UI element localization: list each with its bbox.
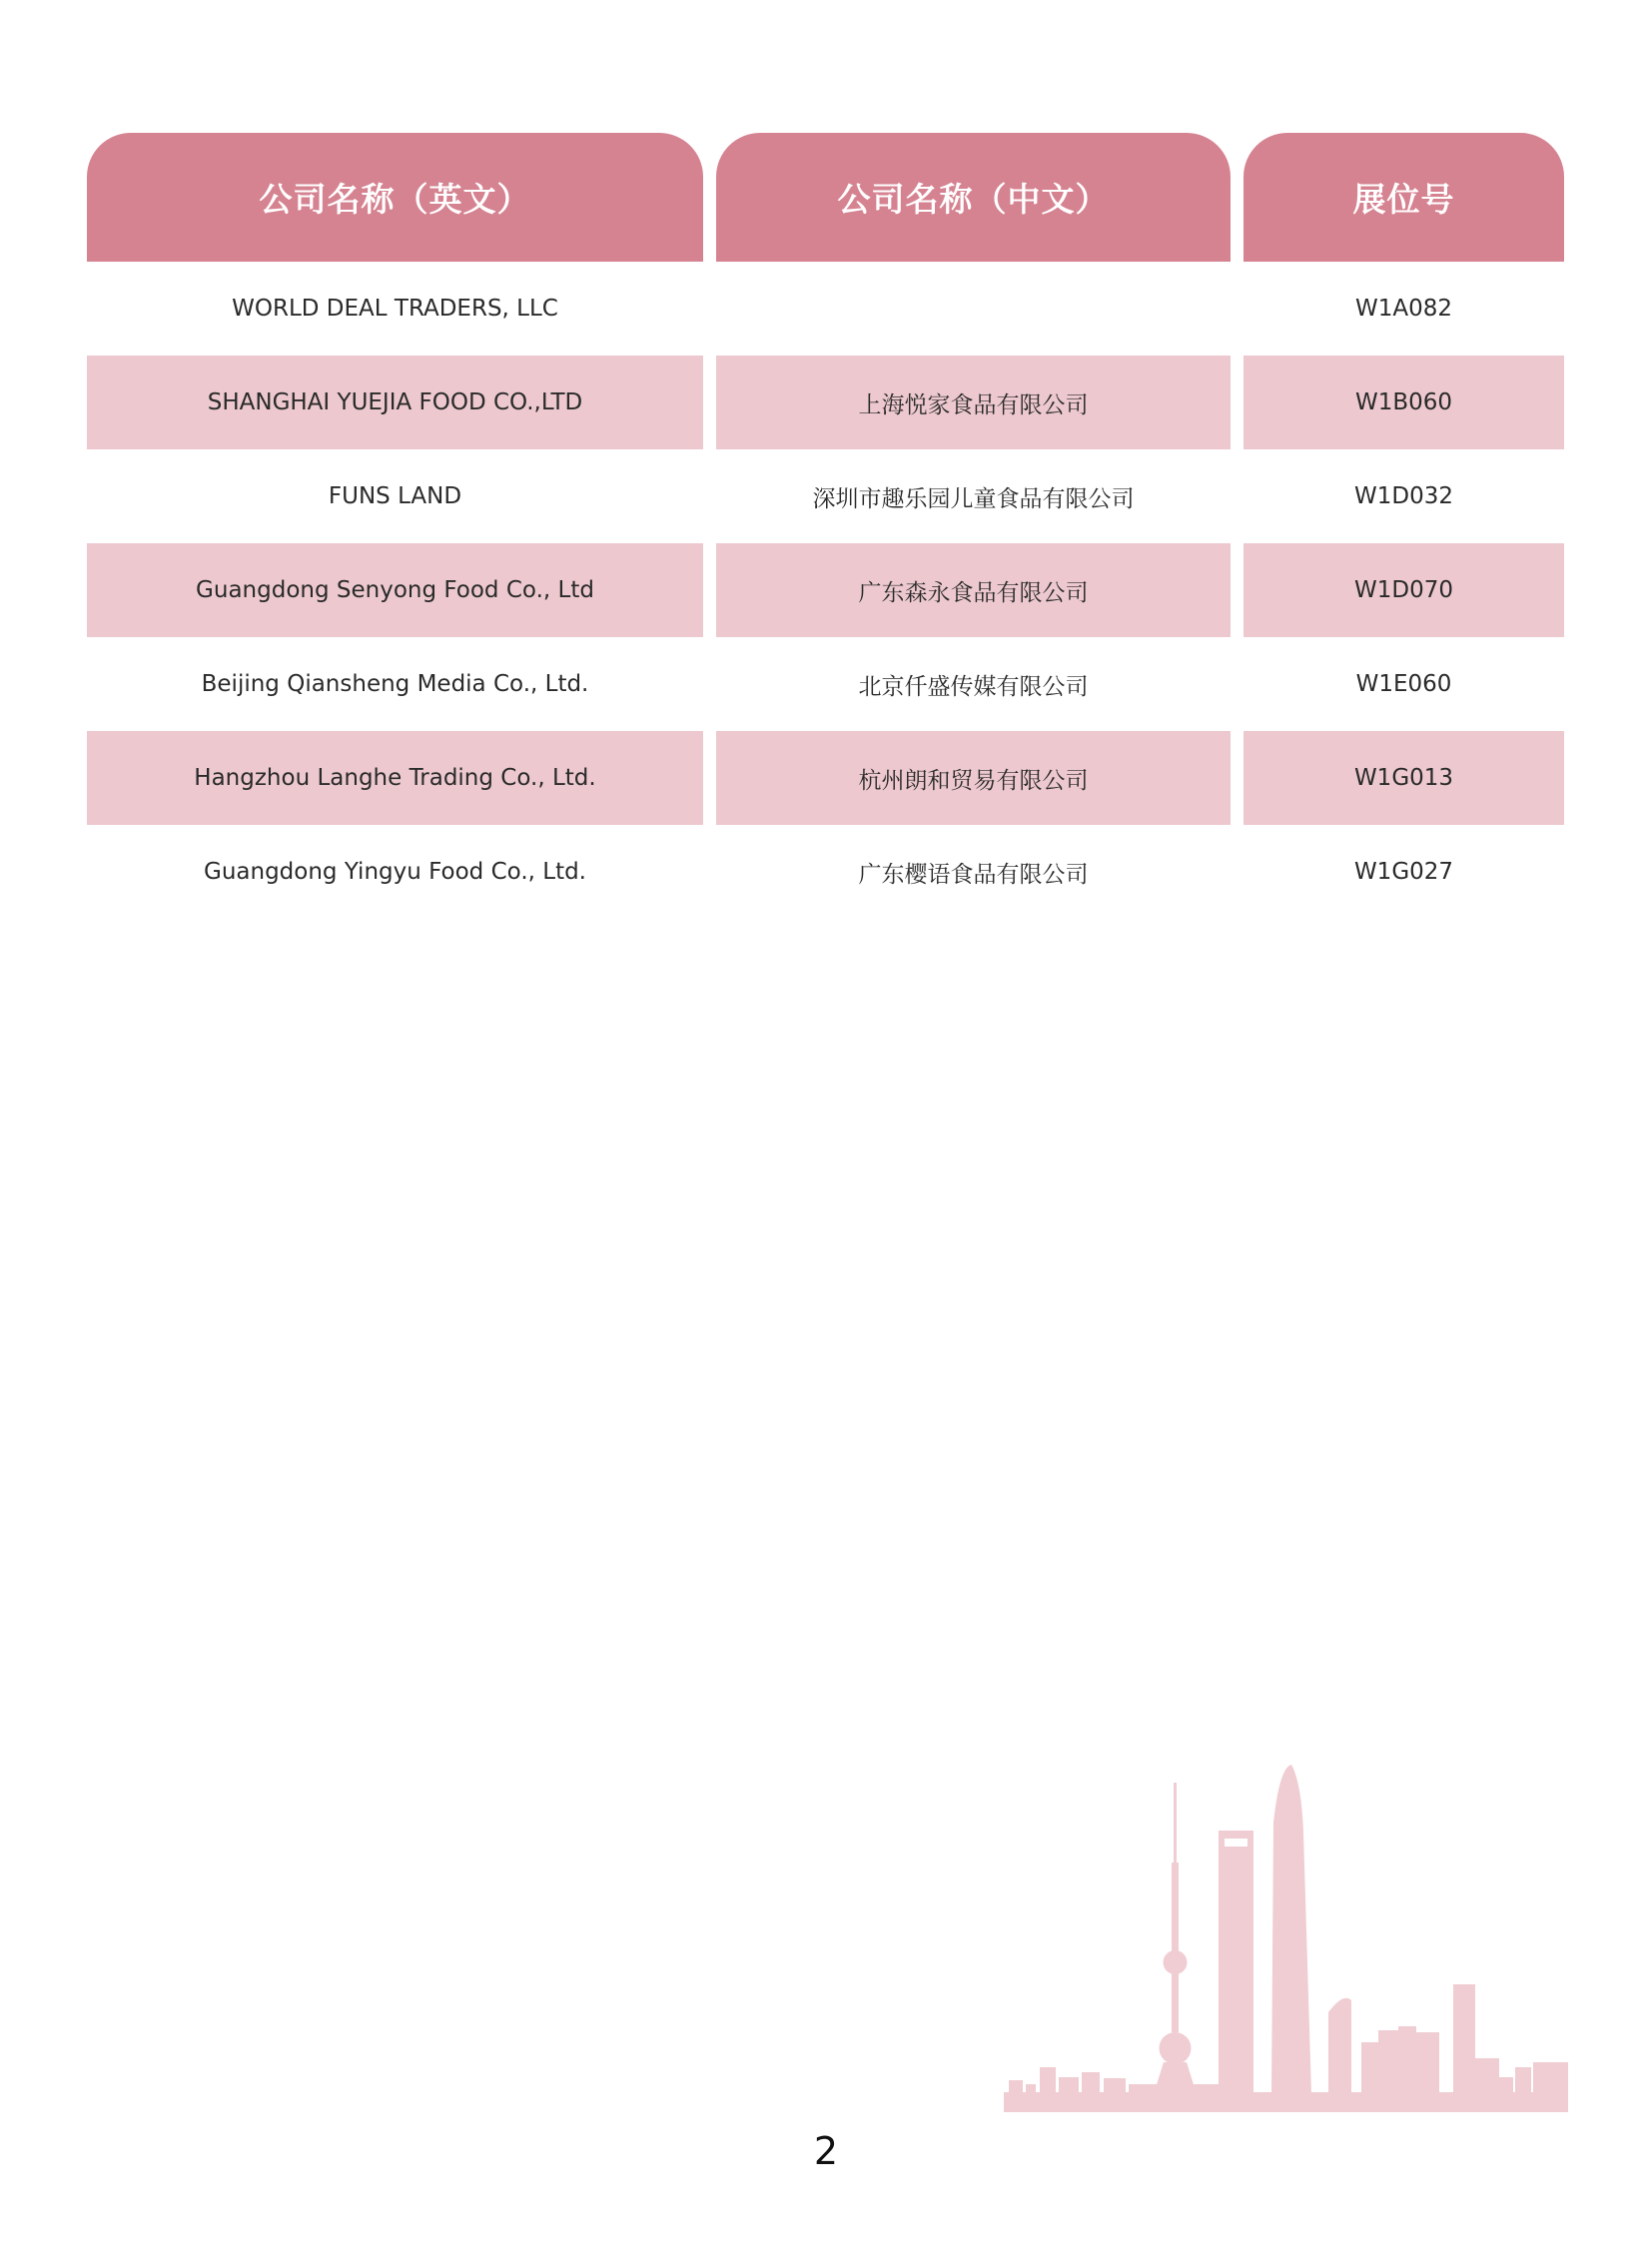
- cell-company-cn: 广东森永食品有限公司: [716, 543, 1231, 637]
- cell-company-en: FUNS LAND: [328, 483, 462, 509]
- cell-company-en: Hangzhou Langhe Trading Co., Ltd.: [87, 731, 703, 825]
- cell-company-cn: 上海悦家食品有限公司: [716, 356, 1231, 449]
- cell-booth: W1G027: [1353, 859, 1454, 885]
- cell-company-cn: [716, 262, 1231, 356]
- table-row: [87, 825, 1564, 919]
- cell-company-cn: 杭州朗和贸易有限公司: [716, 731, 1231, 825]
- header-company-en: 公司名称（英文）: [87, 133, 703, 262]
- table-row: [87, 731, 1564, 825]
- table-row: [87, 543, 1564, 637]
- header-booth: 展位号: [1243, 133, 1564, 262]
- exhibitor-table: [87, 133, 1564, 919]
- city-skyline-icon: [1004, 1763, 1568, 2112]
- cell-booth: W1B060: [1243, 356, 1564, 449]
- cell-booth: W1G013: [1243, 731, 1564, 825]
- cell-booth: W1E060: [1355, 671, 1452, 697]
- cell-booth: W1A082: [1354, 296, 1452, 322]
- cell-company-en: WORLD DEAL TRADERS, LLC: [232, 296, 558, 322]
- page-number: 2: [813, 2129, 839, 2173]
- header-company-cn: 公司名称（中文）: [716, 133, 1231, 262]
- cell-company-en: Guangdong Yingyu Food Co., Ltd.: [204, 859, 586, 885]
- table-row: [87, 449, 1564, 543]
- cell-company-cn: 广东樱语食品有限公司: [858, 861, 1089, 888]
- cell-company-en: Beijing Qiansheng Media Co., Ltd.: [201, 671, 589, 697]
- table-row: [87, 637, 1564, 731]
- cell-company-en: SHANGHAI YUEJIA FOOD CO.,LTD: [87, 356, 703, 449]
- cell-booth: W1D032: [1354, 483, 1453, 509]
- cell-booth: W1D070: [1243, 543, 1564, 637]
- cell-company-en: Guangdong Senyong Food Co., Ltd: [87, 543, 703, 637]
- table-row: [87, 356, 1564, 449]
- cell-company-cn: 深圳市趣乐园儿童食品有限公司: [812, 485, 1135, 512]
- cell-company-cn: 北京仟盛传媒有限公司: [858, 673, 1089, 700]
- table-header: [87, 133, 1564, 262]
- table-row: [87, 262, 1564, 356]
